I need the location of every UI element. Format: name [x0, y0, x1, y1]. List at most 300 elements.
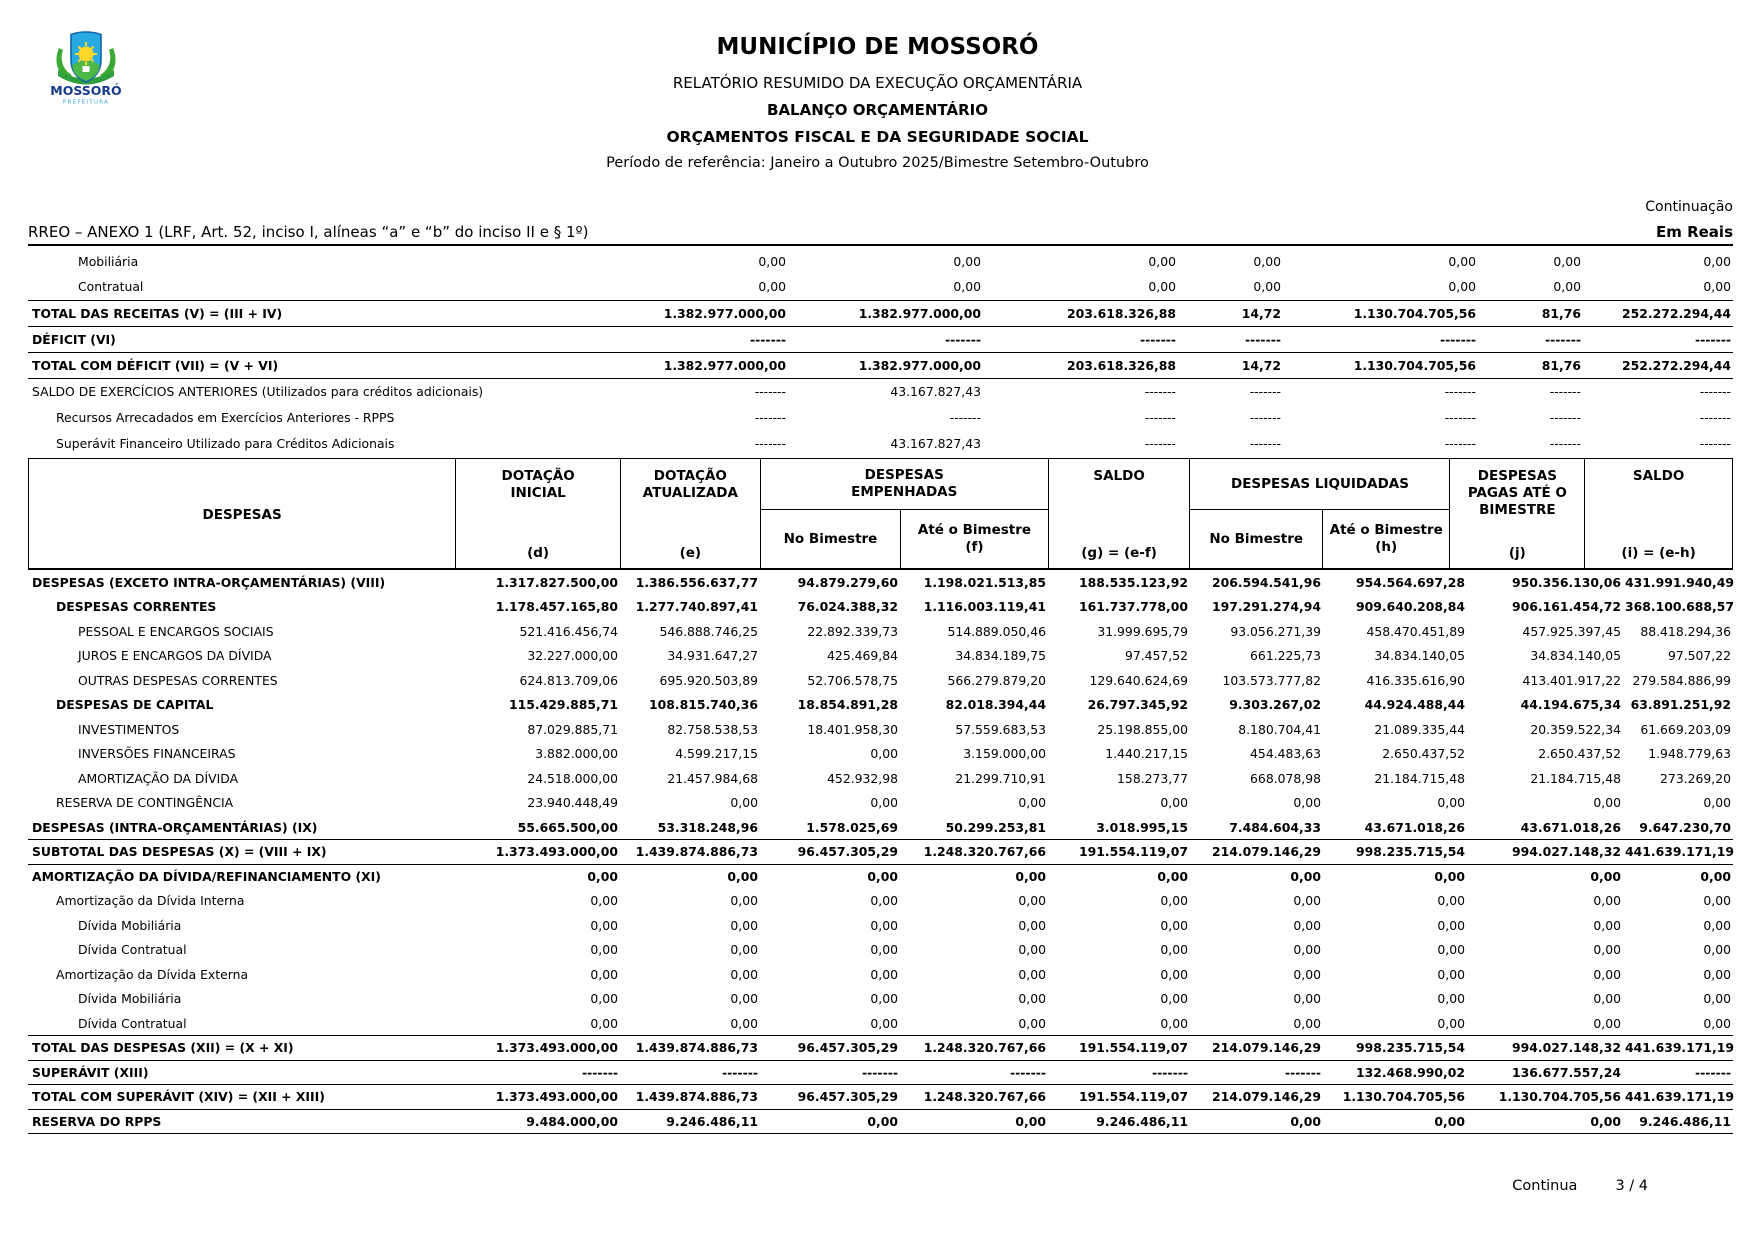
cell-value: 0,00 [1437, 942, 1465, 958]
cell-value: 0,00 [1703, 966, 1731, 982]
table-row [28, 1060, 1733, 1085]
cell-value: 0,00 [1190, 1109, 1323, 1134]
col-group-despesas-empenhadas [760, 459, 1048, 568]
cell-value: 998.235.715,54 [1323, 840, 1467, 865]
table-row [28, 693, 1733, 718]
cell-value: 4.599.217,15 [675, 746, 758, 762]
table-row [28, 864, 1733, 889]
cell-value: 191.554.119,07 [1048, 1085, 1190, 1110]
cell-value: 96.457.305,29 [760, 1036, 900, 1061]
cell-value: 0,00 [730, 1015, 758, 1031]
row-label: Mobiliária [78, 253, 139, 269]
cell-value: 695.920.503,89 [659, 672, 758, 688]
cell-value: 24.518.000,00 [527, 770, 618, 786]
cell-value: 0,00 [590, 942, 618, 958]
col-header-pagas-label: DESPESAS PAGAS ATÉ O BIMESTRE [1467, 468, 1567, 518]
cell-value: 97.457,52 [1124, 648, 1188, 664]
cell-value: 82.758.538,53 [667, 721, 758, 737]
cell-value: ------- [1623, 1060, 1733, 1085]
document-header [0, 34, 1755, 171]
cell-value: 0,00 [1700, 869, 1731, 884]
row-label: TOTAL COM SUPERÁVIT (XIV) = (XII + XIII) [28, 1085, 483, 1110]
cell-value: 136.677.557,24 [1467, 1060, 1623, 1085]
logo-name: MOSSORÓ [50, 83, 122, 98]
cell-value: 0,00 [1160, 1015, 1188, 1031]
cell-value: 1.130.704.705,56 [1283, 300, 1478, 326]
cell-value: 368.100.688,57 [1625, 599, 1734, 615]
cell-value: 950.356.130,06 [1512, 574, 1621, 590]
cell-value: 44.194.675,34 [1520, 697, 1621, 713]
col-header-dotacao-inicial-tag: (d) [527, 545, 550, 562]
table-row [28, 668, 1733, 693]
cell-value: 81,76 [1478, 300, 1583, 326]
cell-value: 0,00 [1437, 917, 1465, 933]
cell-value: 566.279.879,20 [947, 672, 1046, 688]
currency-note: Em Reais [1655, 223, 1733, 241]
cell-value: 0,00 [1703, 917, 1731, 933]
cell-value: 21.184.715,48 [1530, 770, 1621, 786]
cell-value: 0,00 [1293, 966, 1321, 982]
col-header-dotacao-atualizada [620, 459, 760, 568]
table-row [28, 987, 1733, 1012]
cell-value: 82.018.394,44 [945, 697, 1046, 713]
cell-value: 0,00 [1703, 279, 1731, 295]
cell-value: 197.291.274,94 [1212, 599, 1321, 615]
cell-value: 0,00 [590, 966, 618, 982]
cell-value: 132.468.990,02 [1323, 1060, 1467, 1085]
row-label: SALDO DE EXERCÍCIOS ANTERIORES (Utilizados para créditos adicionais) [32, 383, 484, 399]
cell-value: ------- [788, 326, 983, 352]
row-label: DESPESAS DE CAPITAL [56, 697, 214, 713]
cell-value: 88.418.294,36 [1640, 623, 1731, 639]
cell-value: ------- [1249, 409, 1281, 425]
cell-value: 668.078,98 [1250, 770, 1321, 786]
cell-value: 21.089.335,44 [1374, 721, 1465, 737]
cell-value: 214.079.146,29 [1190, 1085, 1323, 1110]
cell-value: ------- [483, 1060, 620, 1085]
cell-value: 18.854.891,28 [797, 697, 898, 713]
report-subtitle-balanco: BALANÇO ORÇAMENTÁRIO [767, 101, 988, 119]
cell-value: 0,00 [1703, 795, 1731, 811]
row-label: Amortização da Dívida Interna [56, 893, 245, 909]
continuation-note: Continuação [1645, 199, 1733, 215]
col-group-despesas-liquidadas-title: DESPESAS LIQUIDADAS [1190, 459, 1449, 510]
cell-value: ------- [1699, 409, 1731, 425]
cell-value: 441.639.171,19 [1623, 840, 1733, 865]
cell-value: 43.167.827,43 [890, 383, 981, 399]
table-row [28, 404, 1733, 430]
cell-value: 14,72 [1178, 300, 1283, 326]
row-label: DESPESAS CORRENTES [56, 599, 217, 615]
cell-value: 1.439.874.886,73 [620, 1036, 760, 1061]
cell-value: ------- [1144, 383, 1176, 399]
cell-value: 0,00 [1593, 795, 1621, 811]
cell-value: ------- [1583, 326, 1733, 352]
cell-value: 0,00 [1448, 253, 1476, 269]
col-header-liquidadas-no-bimestre: No Bimestre [1209, 530, 1304, 547]
cell-value: 115.429.885,71 [509, 697, 618, 713]
cell-value: 1.382.977.000,00 [593, 352, 788, 378]
row-label: OUTRAS DESPESAS CORRENTES [78, 672, 278, 688]
cell-value: ------- [1178, 326, 1283, 352]
cell-value: 0,00 [1018, 795, 1046, 811]
cell-value: 0,00 [1293, 991, 1321, 1007]
col-header-saldo-i-label: SALDO [1632, 468, 1685, 484]
col-header-empenhadas-no-bimestre: No Bimestre [783, 530, 878, 547]
col-group-despesas-liquidadas [1189, 459, 1449, 568]
table-row [28, 742, 1733, 767]
cell-value: 2.650.437,52 [1382, 746, 1465, 762]
cell-value: 0,00 [1703, 1015, 1731, 1031]
cell-value: 94.879.279,60 [797, 574, 898, 590]
cell-value: 0,00 [760, 1109, 900, 1134]
cell-value: 954.564.697,28 [1356, 574, 1465, 590]
col-header-empenhadas-f-tag: (f) [965, 539, 984, 555]
cell-value: 26.797.345,92 [1087, 697, 1188, 713]
cell-value: 1.382.977.000,00 [788, 300, 983, 326]
cell-value: 34.834.189,75 [955, 648, 1046, 664]
cell-value: 0,00 [590, 1015, 618, 1031]
cell-value: 43.671.018,26 [1364, 819, 1465, 835]
cell-value: 0,00 [730, 795, 758, 811]
cell-value: 0,00 [1437, 1015, 1465, 1031]
cell-value: 34.931.647,27 [667, 648, 758, 664]
cell-value: 0,00 [870, 893, 898, 909]
table-row [28, 300, 1733, 326]
col-header-saldo-i-tag: (i) = (e-h) [1621, 545, 1696, 562]
cell-value: 1.373.493.000,00 [483, 1036, 620, 1061]
row-label: TOTAL DAS RECEITAS (V) = (III + IV) [28, 300, 593, 326]
cell-value: 61.669.203,09 [1640, 721, 1731, 737]
cell-value: 1.198.021.513,85 [923, 574, 1046, 590]
row-label: Amortização da Dívida Externa [56, 966, 249, 982]
cell-value: 9.484.000,00 [483, 1109, 620, 1134]
cell-value: ------- [1048, 1060, 1190, 1085]
cell-value: 0,00 [1590, 869, 1621, 884]
cell-value: 1.440.217,15 [1105, 746, 1188, 762]
cell-value: 0,00 [1553, 253, 1581, 269]
cell-value: 0,00 [758, 253, 786, 269]
row-label: DÉFICIT (VI) [28, 326, 593, 352]
cell-value: 1.130.704.705,56 [1467, 1085, 1623, 1110]
cell-value: 1.386.556.637,77 [635, 574, 758, 590]
cell-value: 0,00 [1160, 893, 1188, 909]
despesas-table [28, 570, 1733, 1134]
cell-value: 0,00 [730, 942, 758, 958]
row-label: DESPESAS (INTRA-ORÇAMENTÁRIAS) (IX) [32, 819, 318, 835]
cell-value: 0,00 [1703, 893, 1731, 909]
cell-value: 1.373.493.000,00 [483, 840, 620, 865]
cell-value: 0,00 [730, 917, 758, 933]
cell-value: ------- [1478, 326, 1583, 352]
cell-value: 43.671.018,26 [1520, 819, 1621, 835]
cell-value: 214.079.146,29 [1190, 840, 1323, 865]
cell-value: 1.382.977.000,00 [593, 300, 788, 326]
cell-value: 9.303.267,02 [1229, 697, 1321, 713]
row-label: Contratual [78, 279, 144, 295]
cell-value: 18.401.958,30 [807, 721, 898, 737]
cell-value: 546.888.746,25 [659, 623, 758, 639]
cell-value: 0,00 [900, 1109, 1048, 1134]
cell-value: ------- [1249, 435, 1281, 451]
row-label: PESSOAL E ENCARGOS SOCIAIS [78, 623, 274, 639]
cell-value: 1.578.025,69 [806, 819, 898, 835]
cell-value: 188.535.123,92 [1079, 574, 1188, 590]
row-label: INVESTIMENTOS [78, 721, 180, 737]
cell-value: 0,00 [1323, 1109, 1467, 1134]
cell-value: ------- [983, 326, 1178, 352]
cell-value: 203.618.326,88 [983, 352, 1178, 378]
cell-value: 0,00 [1160, 917, 1188, 933]
cell-value: 0,00 [870, 746, 898, 762]
table-row [28, 913, 1733, 938]
row-label: TOTAL DAS DESPESAS (XII) = (X + XI) [28, 1036, 483, 1061]
col-header-liquidadas-h-tag: (h) [1375, 539, 1398, 555]
table-row [28, 938, 1733, 963]
row-label: Recursos Arrecadados em Exercícios Anteriores - RPPS [56, 409, 395, 425]
cell-value: 514.889.050,46 [947, 623, 1046, 639]
col-header-despesas [29, 459, 455, 568]
cell-value: 0,00 [1018, 893, 1046, 909]
cell-value: 1.130.704.705,56 [1323, 1085, 1467, 1110]
cell-value: 425.469,84 [827, 648, 898, 664]
continua-note: Continua [1512, 1178, 1578, 1194]
table-row [28, 274, 1733, 300]
cell-value: 55.665.500,00 [517, 819, 618, 835]
cell-value: 252.272.294,44 [1583, 300, 1733, 326]
cell-value: 0,00 [758, 279, 786, 295]
cell-value: 0,00 [1160, 991, 1188, 1007]
cell-value: 441.639.171,19 [1623, 1085, 1733, 1110]
cell-value: 452.932,98 [827, 770, 898, 786]
cell-value: 454.483,63 [1250, 746, 1321, 762]
row-label: JUROS E ENCARGOS DA DÍVIDA [78, 648, 272, 664]
row-label: Dívida Contratual [78, 942, 187, 958]
col-header-liquidadas-ate-bimestre: Até o Bimestre (h) [1322, 510, 1450, 568]
cell-value: 0,00 [1437, 893, 1465, 909]
cell-value: 1.317.827.500,00 [495, 574, 618, 590]
cell-value: 0,00 [590, 917, 618, 933]
row-label: AMORTIZAÇÃO DA DÍVIDA [78, 770, 239, 786]
row-label: INVERSÕES FINANCEIRAS [78, 746, 236, 762]
cell-value: 0,00 [1593, 893, 1621, 909]
cell-value: 0,00 [1160, 795, 1188, 811]
cell-value: ------- [1444, 435, 1476, 451]
table-row [28, 619, 1733, 644]
cell-value: ------- [1249, 383, 1281, 399]
cell-value: 0,00 [1293, 795, 1321, 811]
cell-value: 14,72 [1178, 352, 1283, 378]
cell-value: 81,76 [1478, 352, 1583, 378]
cell-value: 441.639.171,19 [1623, 1036, 1733, 1061]
cell-value: 998.235.715,54 [1323, 1036, 1467, 1061]
cell-value: 96.457.305,29 [760, 1085, 900, 1110]
cell-value: ------- [1444, 383, 1476, 399]
cell-value: 0,00 [870, 966, 898, 982]
report-title: RELATÓRIO RESUMIDO DA EXECUÇÃO ORÇAMENTÁRIA [672, 74, 1083, 92]
cell-value: 624.813.709,06 [519, 672, 618, 688]
cell-value: ------- [900, 1060, 1048, 1085]
cell-value: 0,00 [730, 893, 758, 909]
cell-value: 909.640.208,84 [1356, 599, 1465, 615]
row-label: TOTAL COM DÉFICIT (VII) = (V + VI) [28, 352, 593, 378]
cell-value: 0,00 [1157, 869, 1188, 884]
cell-value: ------- [1699, 435, 1731, 451]
cell-value: 103.573.777,82 [1222, 672, 1321, 688]
cell-value: 25.198.855,00 [1097, 721, 1188, 737]
row-label: AMORTIZAÇÃO DA DÍVIDA/REFINANCIAMENTO (XI) [32, 869, 381, 884]
cell-value: 87.029.885,71 [527, 721, 618, 737]
cell-value: 0,00 [1148, 253, 1176, 269]
cell-value: 21.184.715,48 [1374, 770, 1465, 786]
cell-value: 1.382.977.000,00 [788, 352, 983, 378]
cell-value: 8.180.704,41 [1238, 721, 1321, 737]
cell-value: 0,00 [730, 991, 758, 1007]
cell-value: 0,00 [1160, 966, 1188, 982]
cell-value: ------- [760, 1060, 900, 1085]
table-row [28, 644, 1733, 669]
cell-value: ------- [1549, 383, 1581, 399]
logo-sub: PREFEITURA [62, 99, 110, 106]
cell-value: 32.227.000,00 [527, 648, 618, 664]
col-group-despesas-empenhadas-title: DESPESAS EMPENHADAS [761, 459, 1048, 510]
table-row [28, 1036, 1733, 1061]
report-period: Período de referência: Janeiro a Outubro 2025/Bimestre Setembro-Outubro [606, 155, 1149, 171]
cell-value: 0,00 [1018, 991, 1046, 1007]
table-row [28, 352, 1733, 378]
cell-value: 0,00 [727, 869, 758, 884]
table-row [28, 1109, 1733, 1134]
page-footer [28, 1178, 1648, 1194]
cell-value: 1.948.779,63 [1648, 746, 1731, 762]
col-header-despesas-label: DESPESAS [202, 506, 282, 523]
cell-value: 0,00 [953, 279, 981, 295]
cell-value: 0,00 [1593, 917, 1621, 933]
cell-value: 661.225,73 [1250, 648, 1321, 664]
cell-value: ------- [593, 326, 788, 352]
table-row [28, 595, 1733, 620]
table-row [28, 570, 1733, 595]
cell-value: 0,00 [590, 893, 618, 909]
cell-value: 214.079.146,29 [1190, 1036, 1323, 1061]
cell-value: 191.554.119,07 [1048, 840, 1190, 865]
row-label: RESERVA DE CONTINGÊNCIA [56, 795, 234, 811]
receitas-continuation-table [28, 248, 1733, 456]
table-row [28, 1085, 1733, 1110]
cell-value: 1.373.493.000,00 [483, 1085, 620, 1110]
cell-value: 0,00 [1703, 991, 1731, 1007]
cell-value: 3.159.000,00 [963, 746, 1046, 762]
cell-value: 1.439.874.886,73 [620, 1085, 760, 1110]
cell-value: 1.248.320.767,66 [900, 1036, 1048, 1061]
cell-value: 206.594.541,96 [1212, 574, 1321, 590]
cell-value: 0,00 [1253, 279, 1281, 295]
cell-value: 43.167.827,43 [890, 435, 981, 451]
cell-value: 0,00 [1593, 942, 1621, 958]
cell-value: 0,00 [1293, 917, 1321, 933]
despesas-table-header [28, 458, 1733, 570]
cell-value: 96.457.305,29 [760, 840, 900, 865]
anexo-title: RREO – ANEXO 1 (LRF, Art. 52, inciso I, alíneas “a” e “b” do inciso II e § 1º) [28, 223, 589, 241]
cell-value: 76.024.388,32 [797, 599, 898, 615]
cell-value: 1.248.320.767,66 [900, 840, 1048, 865]
cell-value: 0,00 [1703, 942, 1731, 958]
table-row [28, 248, 1733, 274]
page-indicator: 3 / 4 [1615, 1178, 1648, 1194]
cell-value: 994.027.148,32 [1467, 1036, 1623, 1061]
cell-value: 0,00 [1253, 253, 1281, 269]
cell-value: 50.299.253,81 [945, 819, 1046, 835]
cell-value: 0,00 [870, 991, 898, 1007]
cell-value: 0,00 [1293, 942, 1321, 958]
cell-value: 1.116.003.119,41 [923, 599, 1046, 615]
cell-value: 97.507,22 [1667, 648, 1731, 664]
cell-value: 0,00 [1448, 279, 1476, 295]
row-label: Dívida Mobiliária [78, 991, 182, 1007]
cell-value: 191.554.119,07 [1048, 1036, 1190, 1061]
col-header-dotacao-inicial [455, 459, 620, 568]
cell-value: 93.056.271,39 [1230, 623, 1321, 639]
cell-value: 3.018.995,15 [1096, 819, 1188, 835]
table-row [28, 815, 1733, 840]
cell-value: ------- [1444, 409, 1476, 425]
cell-value: 0,00 [1593, 966, 1621, 982]
cell-value: 0,00 [1018, 942, 1046, 958]
cell-value: 0,00 [953, 253, 981, 269]
cell-value: 0,00 [1593, 991, 1621, 1007]
municipality-title: MUNICÍPIO DE MOSSORÓ [716, 34, 1039, 60]
row-label: SUBTOTAL DAS DESPESAS (X) = (VIII + IX) [28, 840, 483, 865]
cell-value: 0,00 [870, 795, 898, 811]
col-header-empenhadas-ate-bimestre: Até o Bimestre (f) [900, 510, 1047, 568]
cell-value: 7.484.604,33 [1229, 819, 1321, 835]
cell-value: 457.925.397,45 [1522, 623, 1621, 639]
cell-value: 9.647.230,70 [1639, 819, 1731, 835]
cell-value: 0,00 [870, 917, 898, 933]
cell-value: 21.299.710,91 [955, 770, 1046, 786]
cell-value: 0,00 [1553, 279, 1581, 295]
cell-value: 0,00 [730, 966, 758, 982]
cell-value: ------- [754, 383, 786, 399]
cell-value: 458.470.451,89 [1366, 623, 1465, 639]
cell-value: 44.924.488,44 [1364, 697, 1465, 713]
cell-value: 57.559.683,53 [955, 721, 1046, 737]
table-row [28, 326, 1733, 352]
cell-value: 129.640.624,69 [1089, 672, 1188, 688]
cell-value: ------- [1549, 435, 1581, 451]
cell-value: 273.269,20 [1660, 770, 1731, 786]
cell-value: 0,00 [1018, 917, 1046, 933]
table-row [28, 1011, 1733, 1036]
cell-value: 0,00 [1293, 893, 1321, 909]
cell-value: 3.882.000,00 [535, 746, 618, 762]
table-row [28, 717, 1733, 742]
report-subtitle-orcamentos: ORÇAMENTOS FISCAL E DA SEGURIDADE SOCIAL [666, 128, 1089, 146]
row-label: DESPESAS (EXCETO INTRA-ORÇAMENTÁRIAS) (VIII) [32, 574, 386, 590]
cell-value: 0,00 [1160, 942, 1188, 958]
col-header-dotacao-atualizada-label: DOTAÇÃO ATUALIZADA [642, 468, 738, 501]
anexo-row [28, 220, 1733, 246]
cell-value: 20.359.522,34 [1530, 721, 1621, 737]
cell-value: 161.737.778,00 [1079, 599, 1188, 615]
cell-value: 1.130.704.705,56 [1283, 352, 1478, 378]
col-header-pagas [1449, 459, 1584, 568]
cell-value: 31.999.695,79 [1097, 623, 1188, 639]
cell-value: 0,00 [1467, 1109, 1623, 1134]
cell-value: 108.815.740,36 [649, 697, 758, 713]
cell-value: 0,00 [1437, 795, 1465, 811]
cell-value: 0,00 [590, 991, 618, 1007]
